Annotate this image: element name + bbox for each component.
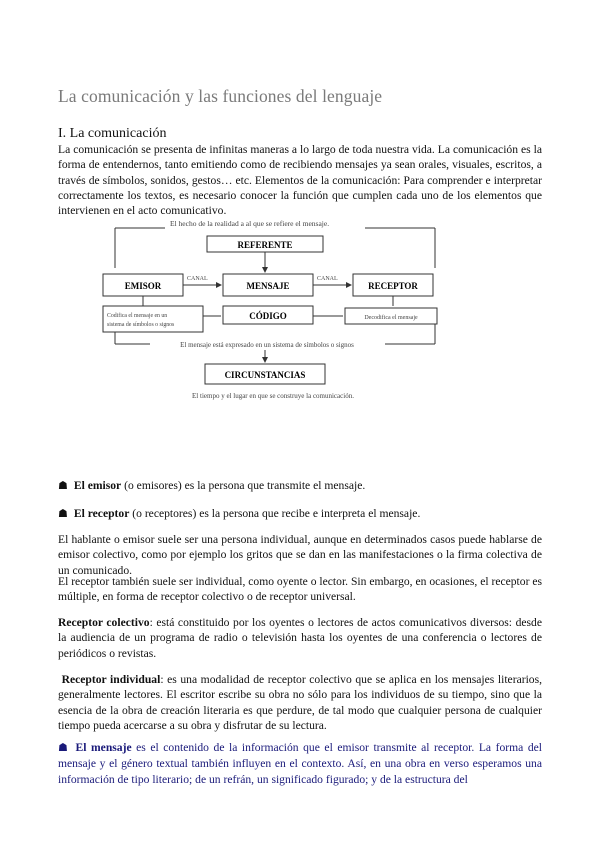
emisor-text: (o emisores) es la persona que transmite el mensaje. (121, 479, 366, 492)
bullet-icon: ☗ (58, 508, 68, 520)
individual-text: : es una modalidad de receptor colectivo que se aplica en los mensajes literarios, generalmente lectores. El escritor escribe su obra no sólo para los individuos de su tiempo, sino que la esencia de la obra de creación literaria es que perdure, de tal modo que cualquier persona de cualquier tiempo pueda acercarse a su obra y disfrutar de su lectura. (58, 673, 543, 732)
section-heading: I. La comunicación (58, 126, 167, 141)
colectivo-text: : está constituido por los oyentes o lectores de actos comunicativos diversos: desde la audiencia de un programa de radio o televisión hasta los oyentes de una conferencia o lectores de periódicos o revistas. (58, 616, 542, 660)
mensaje-term: El mensaje (75, 741, 132, 754)
receptor-item (58, 506, 542, 522)
canal-right-label: CANAL (317, 276, 338, 282)
emisor-term: El emisor (73, 479, 122, 492)
referente-label: REFERENTE (237, 240, 293, 250)
receptor-colectivo-paragraph (58, 615, 542, 661)
mensaje-text: es el contenido de la información que el emisor transmite al receptor. La forma del mensaje y el género textual también influyen en el contexto. Así, en una obra en verso esperamos una información de tipo literario; de un refrán, un significado figurado; y de la estructura del (58, 741, 542, 786)
page-title: La comunicación y las funciones del lenguaje (58, 86, 383, 106)
canal-left-label: CANAL (187, 276, 208, 282)
decodifica-label: Decodifica el mensaje (364, 315, 418, 321)
receptor-text: (o receptores) es la persona que recibe e interpreta el mensaje. (129, 507, 421, 520)
colectivo-term: Receptor colectivo (58, 616, 150, 629)
diagram-bottom-caption: El tiempo y el lugar en que se construye la comunicación. (192, 392, 354, 400)
codigo-label: CÓDIGO (249, 311, 287, 321)
emisor-item (58, 478, 542, 494)
intro-paragraph: La comunicación se presenta de infinitas maneras a lo largo de toda nuestra vida. La comunicación es la forma de entendernos, tanto emitiendo como de recibiendo mensajes ya sean orales, visuales, escritos, a través de símbolos, sonidos, gestos… etc. Elementos de la comunicación: Para comprender e interpretar correctamente los textos, es necesario conocer la función que cumplen cada uno de los elementos que intervienen en el acto comunicativo. (58, 143, 542, 218)
receptor-term: El receptor (73, 507, 130, 520)
sistema-label: El mensaje está expresado en un sistema de símbolos o signos (180, 341, 354, 349)
mensaje-item (58, 740, 542, 787)
communication-diagram (95, 216, 455, 406)
bullet-icon: ☗ (58, 480, 68, 492)
hablante-paragraph: El hablante o emisor suele ser una persona individual, aunque en determinados casos puede hablarse de emisor colectivo, como por ejemplo los gritos que se dan en las manifestaciones o la firma colectiva de un comunicado. (58, 533, 542, 577)
receptor-paragraph: El receptor también suele ser individual, como oyente o lector. Sin embargo, en ocasiones, el receptor es múltiple, en forma de receptor colectivo o de receptor universal. (58, 575, 542, 604)
individual-term: Receptor individual (61, 673, 161, 686)
receptor-label: RECEPTOR (368, 281, 418, 291)
codifica-line1: Codifica el mensaje en un (107, 313, 168, 319)
mensaje-label: MENSAJE (246, 281, 290, 291)
codifica-line2: sistema de símbolos o signos (107, 322, 175, 328)
circunstancias-label: CIRCUNSTANCIAS (224, 370, 306, 380)
bullet-icon: ☗ (58, 742, 70, 754)
diagram-top-caption: El hecho de la realidad a al que se refiere el mensaje. (170, 219, 330, 228)
emisor-label: EMISOR (124, 281, 162, 291)
receptor-individual-paragraph (58, 672, 542, 733)
